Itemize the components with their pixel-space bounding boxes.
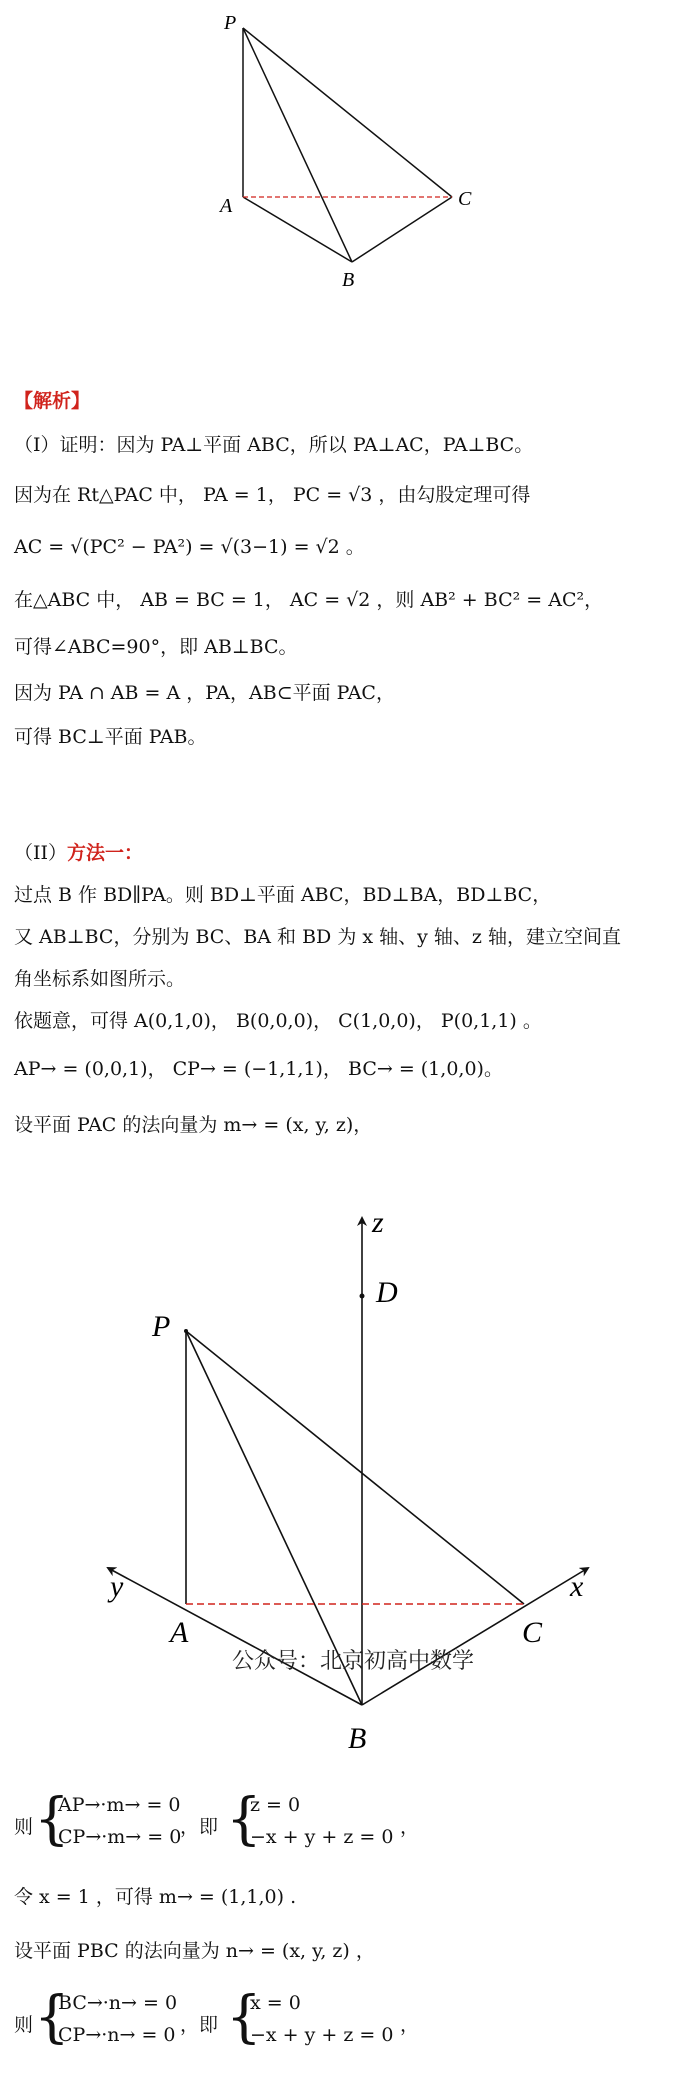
figure-tetrahedron xyxy=(0,0,700,300)
sys1-prefix: 则 xyxy=(14,1816,34,1838)
line-x-equals-1: 令 x = 1 ，可得 m→ = (1,1,0) . xyxy=(14,1886,297,1908)
sys2-row1: BC→·n→ = 0 xyxy=(58,1992,178,2014)
part2-prefix: （II） xyxy=(14,842,68,864)
part1-line7: 可得 BC⊥平面 PAB。 xyxy=(14,726,207,748)
label-C: C xyxy=(458,188,472,210)
equation-system-2 xyxy=(0,1985,700,2058)
sys2-prefix: 则 xyxy=(14,2014,34,2036)
point-P xyxy=(184,1329,188,1333)
sys1-mid: ，即 xyxy=(180,1816,219,1838)
edge-PC xyxy=(186,1331,524,1604)
sys2-end: ， xyxy=(400,2014,420,2036)
sys2-res2: −x + y + z = 0 xyxy=(250,2024,394,2046)
label-B: B xyxy=(342,269,355,291)
figure-coordinate-system xyxy=(0,1200,700,1760)
sys1-row1: AP→·m→ = 0 xyxy=(58,1794,181,1816)
edge-BC xyxy=(352,197,452,262)
sys2-res1: x = 0 xyxy=(250,1992,301,2014)
solution-header: 【解析】 xyxy=(14,390,91,412)
y-axis xyxy=(108,1568,362,1705)
part2-line3: 角坐标系如图所示。 xyxy=(14,968,186,990)
sys2-brace: { xyxy=(34,1985,70,2050)
edge-AB xyxy=(243,197,352,262)
sys1-end: ， xyxy=(400,1816,420,1838)
part2-method: 方法一： xyxy=(67,842,144,864)
label-D: D xyxy=(376,1276,398,1309)
equation-system-1 xyxy=(0,1787,700,1860)
sys1-brace-2: { xyxy=(226,1787,262,1852)
sys2-brace-2: { xyxy=(226,1985,262,2050)
label-x: x xyxy=(570,1570,584,1603)
sys1-res1: z = 0 xyxy=(250,1794,301,1816)
sys1-row2: CP→·m→ = 0 xyxy=(58,1826,182,1848)
sys2-mid: ，即 xyxy=(180,2014,219,2036)
part1-line1: （I）证明：因为 PA⊥平面 ABC，所以 PA⊥AC，PA⊥BC。 xyxy=(14,434,534,456)
label-C: C xyxy=(522,1616,543,1649)
part1-line4: 在△ABC 中， AB = BC = 1， AC = √2 ，则 AB² + BC² = AC²， xyxy=(14,589,604,611)
sys1-brace: { xyxy=(34,1787,70,1852)
part2-line6: 设平面 PAC 的法向量为 m→ = (x, y, z)， xyxy=(14,1114,373,1136)
edge-PB xyxy=(243,28,352,262)
part1-line6: 因为 PA ∩ AB = A ，PA，AB⊂平面 PAC， xyxy=(14,682,395,704)
label-P: P xyxy=(224,12,237,34)
watermark: 公众号：北京初高中数学 xyxy=(232,1649,475,1674)
part1-line3: AC = √(PC² − PA²) = √(3−1) = √2 。 xyxy=(14,536,365,558)
part1-line5: 可得∠ABC=90°，即 AB⊥BC。 xyxy=(14,636,298,658)
x-axis xyxy=(362,1568,588,1705)
edge-PC xyxy=(243,28,452,197)
sys1-res2: −x + y + z = 0 xyxy=(250,1826,394,1848)
label-P: P xyxy=(152,1310,171,1343)
label-B: B xyxy=(348,1722,367,1755)
part2-line4: 依题意，可得 A(0,1,0)， B(0,0,0)， C(1,0,0)， P(0,1,1) 。 xyxy=(14,1010,542,1032)
part2-line1: 过点 B 作 BD∥PA。则 BD⊥平面 ABC，BD⊥BA，BD⊥BC， xyxy=(14,884,552,906)
part2-line2: 又 AB⊥BC，分别为 BC、BA 和 BD 为 x 轴、y 轴、z 轴，建立空间直 xyxy=(14,926,621,948)
label-y: y xyxy=(110,1570,124,1603)
part1-line2: 因为在 Rt△PAC 中， PA = 1， PC = √3 ，由勾股定理可得 xyxy=(14,484,531,506)
label-z: z xyxy=(372,1206,384,1239)
part2-line5: AP→ = (0,0,1)， CP→ = (−1,1,1)， BC→ = (1,0,0)。 xyxy=(14,1058,503,1080)
sys2-row2: CP→·n→ = 0 xyxy=(58,2024,176,2046)
point-D xyxy=(360,1294,365,1299)
label-A: A xyxy=(220,195,233,217)
label-A: A xyxy=(170,1616,189,1649)
line-normal-n: 设平面 PBC 的法向量为 n→ = (x, y, z) ， xyxy=(14,1940,375,1962)
part2-title xyxy=(14,838,143,865)
